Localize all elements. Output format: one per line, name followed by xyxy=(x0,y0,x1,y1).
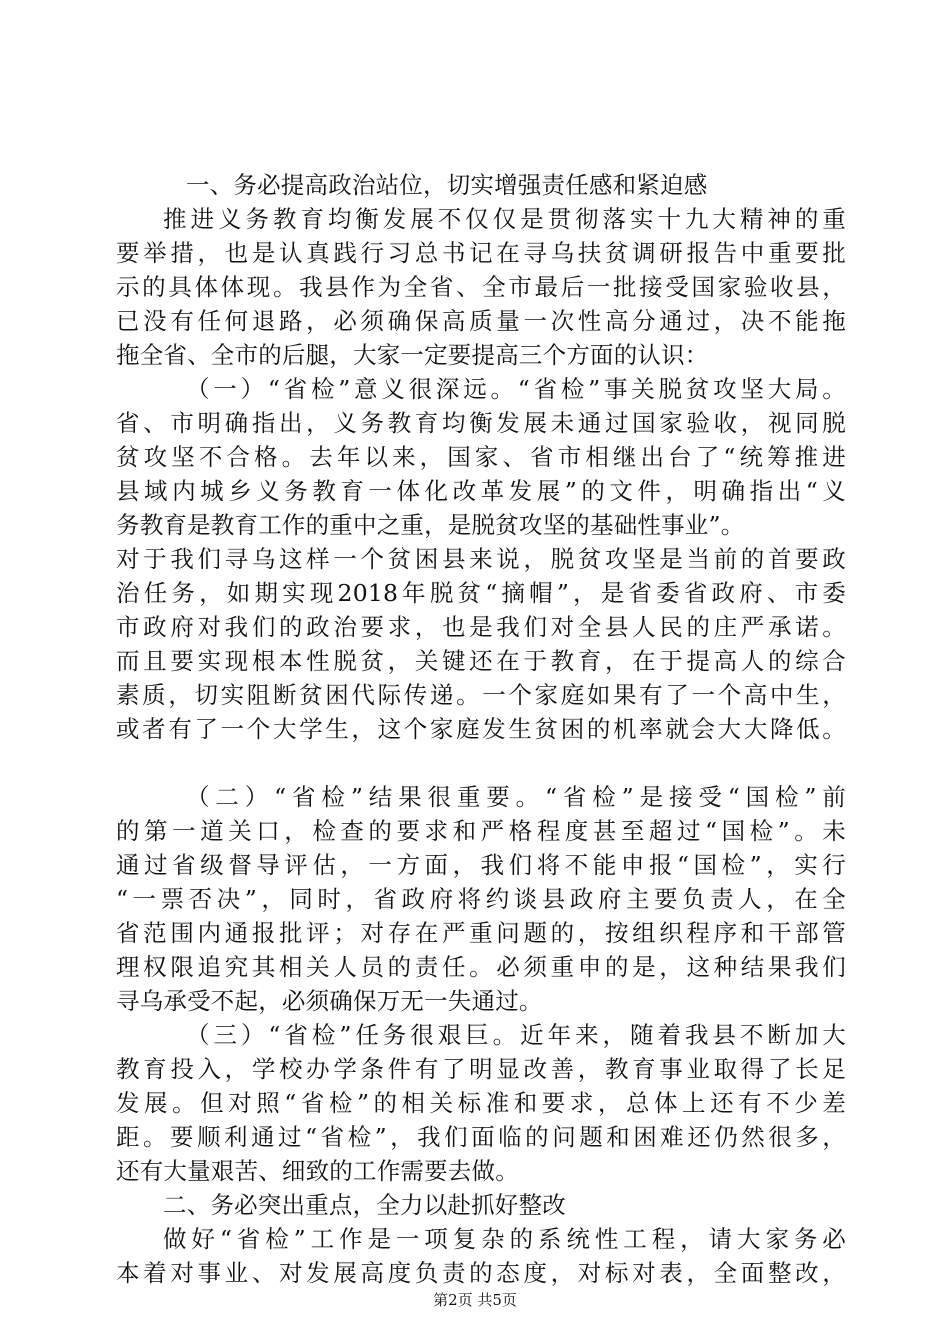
text-line: “一票否决”，同时，省政府将约谈县政府主要负责人，在全 xyxy=(116,885,846,913)
text-line: 治任务，如期实现2018年脱贫“摘帽”，是省委省政府、市委 xyxy=(116,579,846,607)
text-line: 而且要实现根本性脱贫，关键还在于教育，在于提高人的综合 xyxy=(116,647,846,675)
section-heading: 二、务必突出重点，全力以赴抓好整改 xyxy=(163,1191,566,1219)
text-line: 素质，切实阻断贫困代际传递。一个家庭如果有了一个高中生， xyxy=(116,681,846,709)
text-line: 做好“省检”工作是一项复杂的系统性工程，请大家务必 xyxy=(163,1225,846,1253)
text-line: 教育投入，学校办学条件有了明显改善，教育事业取得了长足 xyxy=(116,1055,846,1083)
text-line: 务教育是教育工作的重中之重，是脱贫攻坚的基础性事业”。 xyxy=(116,511,745,539)
text-line: 已没有任何退路，必须确保高质量一次性高分通过，决不能拖 xyxy=(116,307,846,335)
text-line: 理权限追究其相关人员的责任。必须重申的是，这种结果我们 xyxy=(116,953,846,981)
text-line: 拖全省、全市的后腿，大家一定要提高三个方面的认识： xyxy=(116,341,709,369)
section-heading: 一、务必提高政治站位，切实增强责任感和紧迫感 xyxy=(186,171,708,199)
document-body xyxy=(116,168,846,1290)
text-line: 要举措，也是认真践行习总书记在寻乌扶贫调研报告中重要批 xyxy=(116,239,846,267)
text-line: 通过省级督导评估，一方面，我们将不能申报“国检”，实行 xyxy=(116,851,846,879)
text-line: 的第一道关口，检查的要求和严格程度甚至超过“国检”。未 xyxy=(116,817,846,845)
blank-line xyxy=(116,746,846,780)
subsection-line: （一）“省检”意义很深远。“省检”事关脱贫攻坚大局。 xyxy=(186,375,846,403)
text-line: 市政府对我们的政治要求，也是我们对全县人民的庄严承诺。 xyxy=(116,613,846,641)
text-line: 对于我们寻乌这样一个贫困县来说，脱贫攻坚是当前的首要政 xyxy=(116,545,846,573)
text-line: 寻乌承受不起，必须确保万无一失通过。 xyxy=(116,987,543,1015)
text-line: 距。要顺利通过“省检”，我们面临的问题和困难还仍然很多， xyxy=(116,1123,846,1151)
text-line: 推进义务教育均衡发展不仅仅是贯彻落实十九大精神的重 xyxy=(163,205,846,233)
text-line: 省范围内通报批评；对存在严重问题的，按组织程序和干部管 xyxy=(116,919,846,947)
text-line: 省、市明确指出，义务教育均衡发展未通过国家验收，视同脱 xyxy=(116,409,846,437)
subsection-line: （三）“省检”任务很艰巨。近年来，随着我县不断加大 xyxy=(186,1021,846,1049)
page-footer: 第2页 共5页 xyxy=(433,1291,517,1309)
text-line: 本着对事业、对发展高度负责的态度，对标对表，全面整改， xyxy=(116,1259,846,1287)
text-line: 贫攻坚不合格。去年以来，国家、省市相继出台了“统筹推进 xyxy=(116,443,846,471)
text-line: 示的具体体现。我县作为全省、全市最后一批接受国家验收县， xyxy=(116,273,846,301)
text-line: 发展。但对照“省检”的相关标准和要求，总体上还有不少差 xyxy=(116,1089,846,1117)
text-line: 县域内城乡义务教育一体化改革发展”的文件，明确指出“义 xyxy=(116,477,846,505)
subsection-line: （二）“省检”结果很重要。“省检”是接受“国检”前 xyxy=(186,783,846,811)
text-line: 或者有了一个大学生，这个家庭发生贫困的机率就会大大降低。 xyxy=(116,715,846,743)
text-line: 还有大量艰苦、细致的工作需要去做。 xyxy=(116,1157,519,1185)
